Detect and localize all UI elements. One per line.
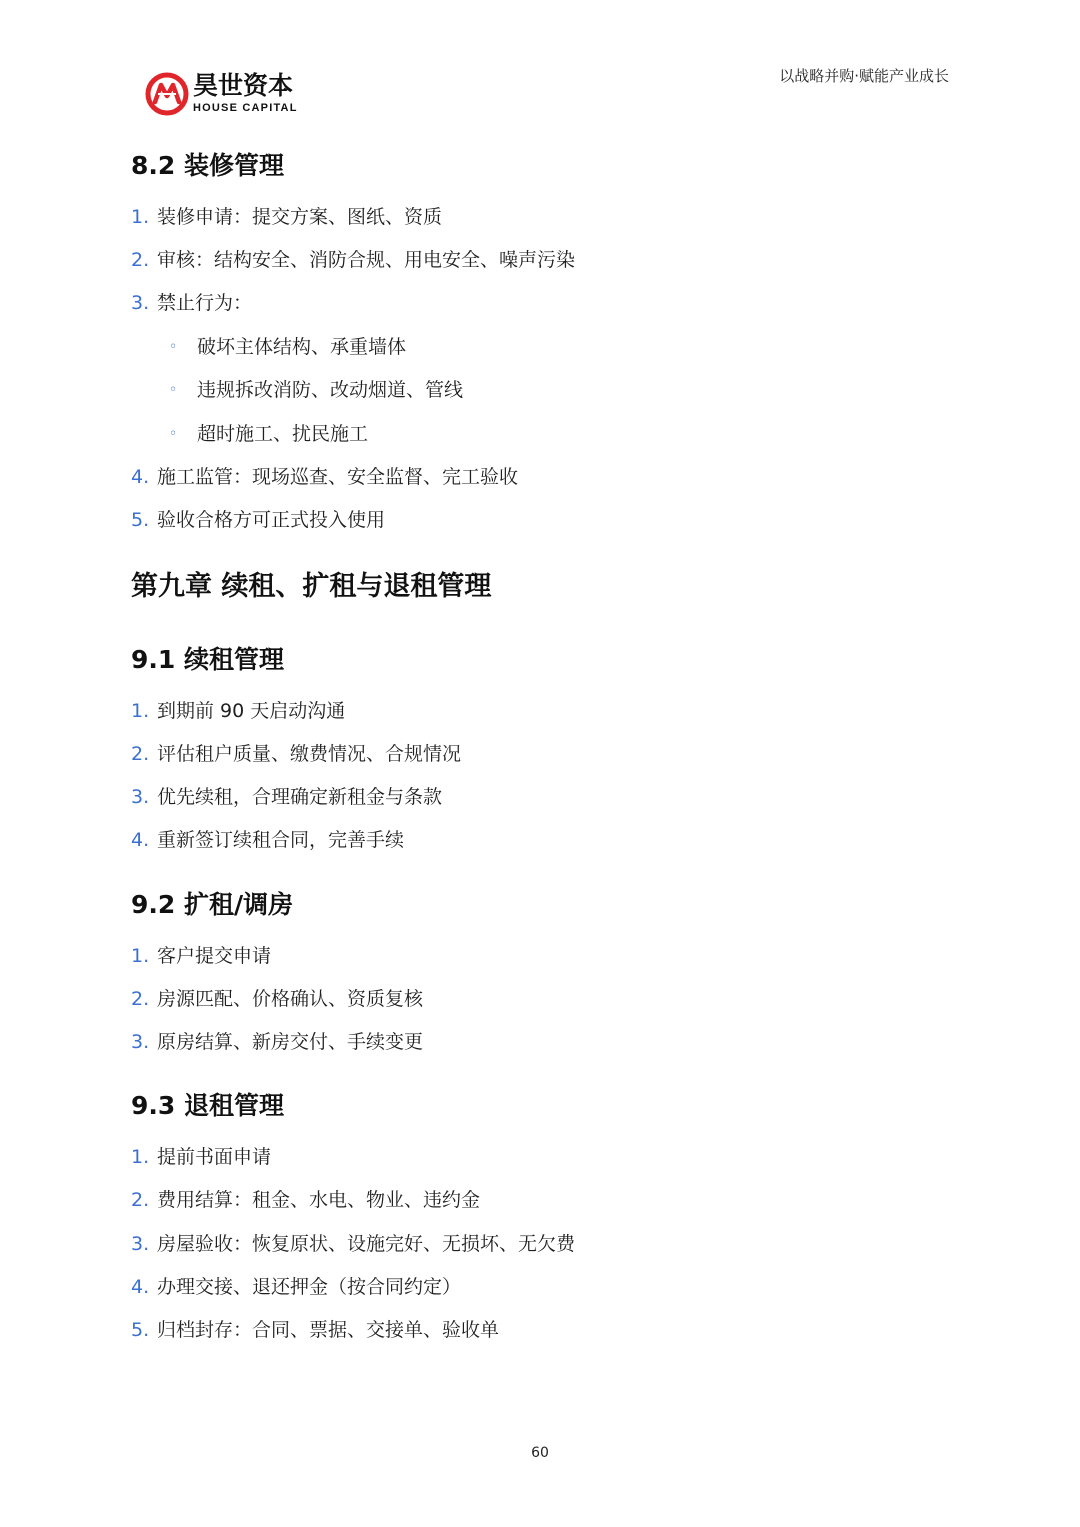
list-text: 客户提交申请 (157, 945, 272, 967)
list-text: 到期前 90 天启动沟通 (157, 700, 346, 722)
list-number: 2. (131, 988, 150, 1010)
list-item (131, 1231, 575, 1257)
list-text: 施工监管：现场巡查、安全监督、完工验收 (157, 466, 519, 488)
list-item (131, 1144, 271, 1170)
list-number: 2. (131, 249, 150, 271)
list-item (131, 290, 252, 316)
section-heading-9-3: 9.3 退租管理 (131, 1091, 284, 1120)
list-text: 优先续租，合理确定新租金与条款 (157, 786, 443, 808)
list-item (131, 698, 345, 724)
list-number: 5. (131, 509, 150, 531)
list-number: 3. (131, 786, 150, 808)
house-capital-logo-icon (145, 72, 189, 116)
list-item (131, 1317, 499, 1343)
list-item (131, 741, 461, 767)
circle-bullet-icon: ◦ (169, 382, 178, 398)
list-text: 房源匹配、价格确认、资质复核 (157, 988, 424, 1010)
list-number: 4. (131, 829, 150, 851)
sub-list-text: 破坏主体结构、承重墙体 (197, 336, 407, 358)
list-item (131, 1029, 423, 1055)
list-number: 1. (131, 1146, 150, 1168)
header-tagline: 以战略并购·赋能产业成长 (779, 67, 949, 85)
section-heading-9-2: 9.2 扩租/调房 (131, 890, 294, 919)
list-item (131, 204, 442, 230)
sub-list-text: 违规拆改消防、改动烟道、管线 (197, 379, 464, 401)
company-logo (145, 70, 315, 120)
sub-list-item (169, 334, 406, 360)
circle-bullet-icon: ◦ (169, 426, 178, 442)
list-item (131, 1187, 480, 1213)
list-number: 1. (131, 700, 150, 722)
list-text: 费用结算：租金、水电、物业、违约金 (157, 1189, 481, 1211)
list-text: 原房结算、新房交付、手续变更 (157, 1031, 424, 1053)
list-item (131, 943, 271, 969)
list-item (131, 507, 385, 533)
list-item (131, 784, 442, 810)
list-item (131, 247, 575, 273)
list-item (131, 1274, 461, 1300)
list-text: 验收合格方可正式投入使用 (157, 509, 386, 531)
list-item (131, 464, 518, 490)
list-item (131, 827, 404, 853)
list-number: 3. (131, 292, 150, 314)
list-number: 1. (131, 945, 150, 967)
sub-list-item (169, 421, 368, 447)
list-number: 3. (131, 1031, 150, 1053)
circle-bullet-icon: ◦ (169, 339, 178, 355)
list-number: 5. (131, 1319, 150, 1341)
logo-english-name: HOUSE CAPITAL (193, 102, 298, 114)
section-heading-9-1: 9.1 续租管理 (131, 645, 284, 674)
list-text: 房屋验收：恢复原状、设施完好、无损坏、无欠费 (157, 1233, 576, 1255)
list-number: 4. (131, 1276, 150, 1298)
logo-chinese-name: 昊世资本 (193, 71, 294, 100)
list-number: 2. (131, 1189, 150, 1211)
list-item (131, 986, 423, 1012)
list-number: 4. (131, 466, 150, 488)
sub-list-text: 超时施工、扰民施工 (197, 423, 369, 445)
list-text: 审核：结构安全、消防合规、用电安全、噪声污染 (157, 249, 576, 271)
sub-list-item (169, 377, 463, 403)
list-text: 重新签订续租合同，完善手续 (157, 829, 405, 851)
list-number: 3. (131, 1233, 150, 1255)
list-number: 1. (131, 206, 150, 228)
chapter-heading-9: 第九章 续租、扩租与退租管理 (131, 571, 492, 602)
list-text: 归档封存：合同、票据、交接单、验收单 (157, 1319, 500, 1341)
page-number: 60 (531, 1445, 549, 1461)
list-text: 办理交接、退还押金（按合同约定） (157, 1276, 462, 1298)
list-number: 2. (131, 743, 150, 765)
list-text: 提前书面申请 (157, 1146, 272, 1168)
list-text: 装修申请：提交方案、图纸、资质 (157, 206, 443, 228)
section-heading-8-2: 8.2 装修管理 (131, 151, 284, 180)
list-text: 评估租户质量、缴费情况、合规情况 (157, 743, 462, 765)
list-text: 禁止行为： (157, 292, 253, 314)
